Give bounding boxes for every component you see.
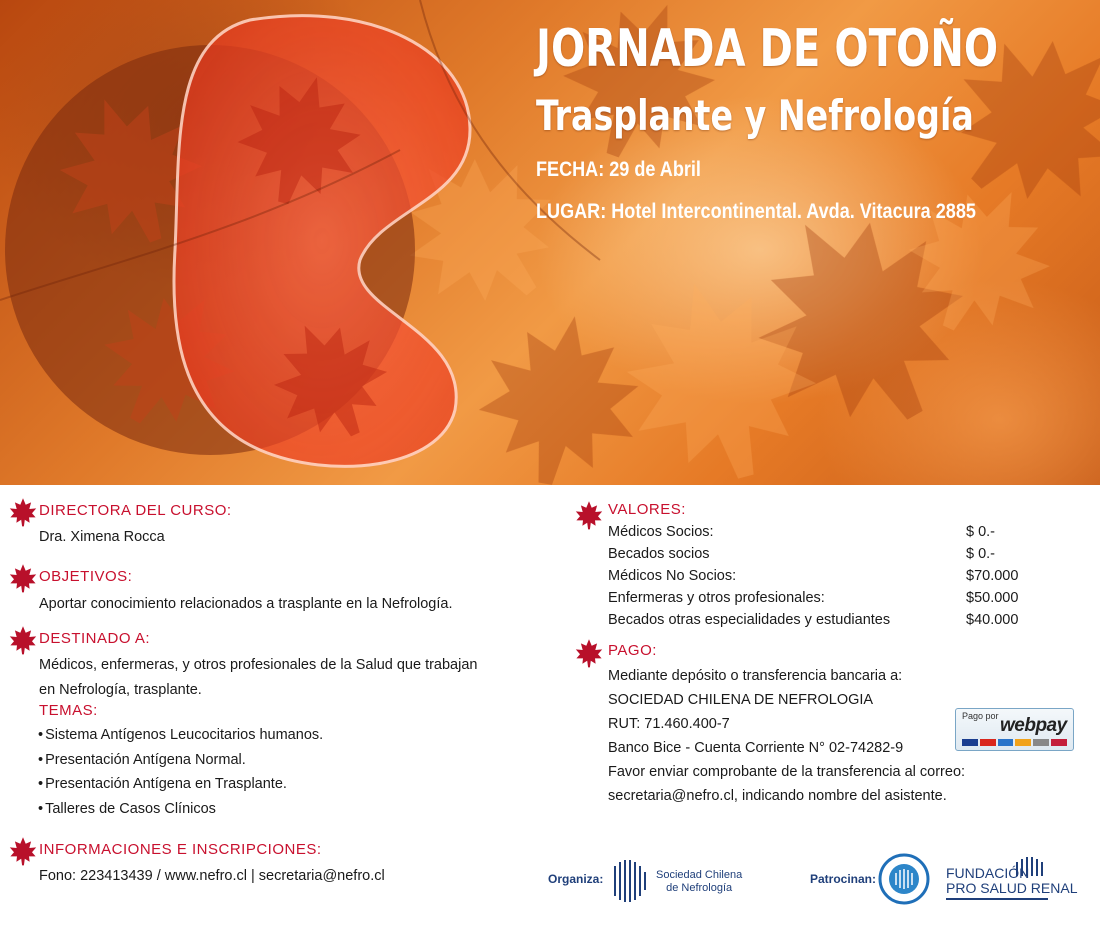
temas-list [38,726,323,824]
destinado-heading: DESTINADO A: [39,630,151,647]
banner-headline [536,18,1073,142]
webpay-logo [955,708,1074,751]
directora-heading: DIRECTORA DEL CURSO: [39,502,232,519]
sociedad-name-2: de Nefrología [666,882,733,894]
fundacion-logo [946,866,1077,896]
maple-leaf-icon [574,500,604,530]
place-value: Hotel Intercontinental. Avda. Vitacura 2885 [611,200,976,223]
webpay-brand: webpay [1000,715,1067,736]
table-row [608,612,1038,634]
card-icon [998,739,1014,746]
maple-leaf-icon [8,836,38,866]
card-icon [1033,739,1049,746]
objetivos-text: Aportar conocimiento relacionados a trasplante en la Nefrología. [39,596,453,612]
price-value: $ 0.- [966,524,996,540]
table-row [608,568,1038,590]
informaciones-contact: Fono: 223413439 / www.nefro.cl | secretaria@nefro.cl [39,868,385,884]
destinado-line-1: Médicos, enfermeras, y otros profesionales de la Salud que trabajan [39,657,478,673]
informaciones-heading: INFORMACIONES E INSCRIPCIONES: [39,841,322,858]
sociedad-logo-text [656,869,742,895]
list-item [38,726,323,751]
maple-leaf-icon [574,638,604,668]
sociedad-logo-icon [610,858,654,904]
patrocinan-label: Patrocinan: [810,872,877,886]
pago-line: Mediante depósito o transferencia bancaria a: [608,668,903,684]
table-row [608,524,1038,546]
pago-line: secretaria@nefro.cl, indicando nombre del asistente. [608,788,947,804]
date-label: FECHA: [536,158,605,181]
card-icon [1015,739,1031,746]
price-value: $70.000 [966,568,1019,584]
price-value: $40.000 [966,612,1019,628]
directora-name: Dra. Ximena Rocca [39,529,165,545]
date-value: 29 de Abril [609,158,701,181]
price-label: Enfermeras y otros profesionales: [608,590,825,606]
card-icon [962,739,978,746]
organiza-label: Organiza: [548,872,604,886]
maple-leaf-icon [8,625,38,655]
table-row [608,546,1038,568]
pago-line: Favor enviar comprobante de la transferencia al correo: [608,764,966,780]
fundacion-name-2: PRO SALUD RENAL [946,880,1078,896]
tema-text: Sistema Antígenos Leucocitarios humanos. [45,727,324,743]
card-icon [1051,739,1067,746]
pago-line: RUT: 71.460.400-7 [608,716,730,732]
card-brands [962,739,1067,746]
price-table [608,524,1038,634]
price-label: Médicos Socios: [608,524,714,540]
event-date [536,158,701,182]
fundacion-underline [946,898,1048,900]
pago-line: Banco Bice - Cuenta Corriente N° 02-74282-9 [608,740,904,756]
list-item [38,800,323,825]
pago-heading: PAGO: [608,642,657,659]
sociedad-name-1: Sociedad Chilena [656,869,743,881]
event-place [536,200,976,224]
price-label: Médicos No Socios: [608,568,737,584]
webpay-prefix: Pago por [962,711,999,721]
valores-heading: VALORES: [608,501,686,518]
maple-leaf-icon [8,497,38,527]
pago-line: SOCIEDAD CHILENA DE NEFROLOGIA [608,692,874,708]
pago-details [608,668,965,812]
price-label: Becados otras especialidades y estudiantes [608,612,891,628]
maple-leaf-icon [8,563,38,593]
place-label: LUGAR: [536,200,607,223]
list-item [38,775,323,800]
list-item [38,751,323,776]
event-subtitle: Trasplante y Nefrología [536,91,974,140]
table-row [608,590,1038,612]
tema-text: Presentación Antígena Normal. [45,751,246,768]
price-label: Becados socios [608,546,710,562]
price-value: $ 0.- [966,546,996,562]
destinado-line-2: en Nefrología, trasplante. [39,682,202,698]
price-value: $50.000 [966,590,1019,606]
tema-text: Presentación Antígena en Trasplante. [45,776,287,792]
event-title: JORNADA DE OTOÑO [536,19,999,79]
fundacion-name-1: FUNDACIÓN [946,865,1030,881]
temas-heading: TEMAS: [39,702,98,719]
tema-text: Talleres de Casos Clínicos [45,800,216,817]
fundacion-capacitacion-seal [878,853,930,905]
objetivos-heading: OBJETIVOS: [39,568,133,585]
card-icon [980,739,996,746]
